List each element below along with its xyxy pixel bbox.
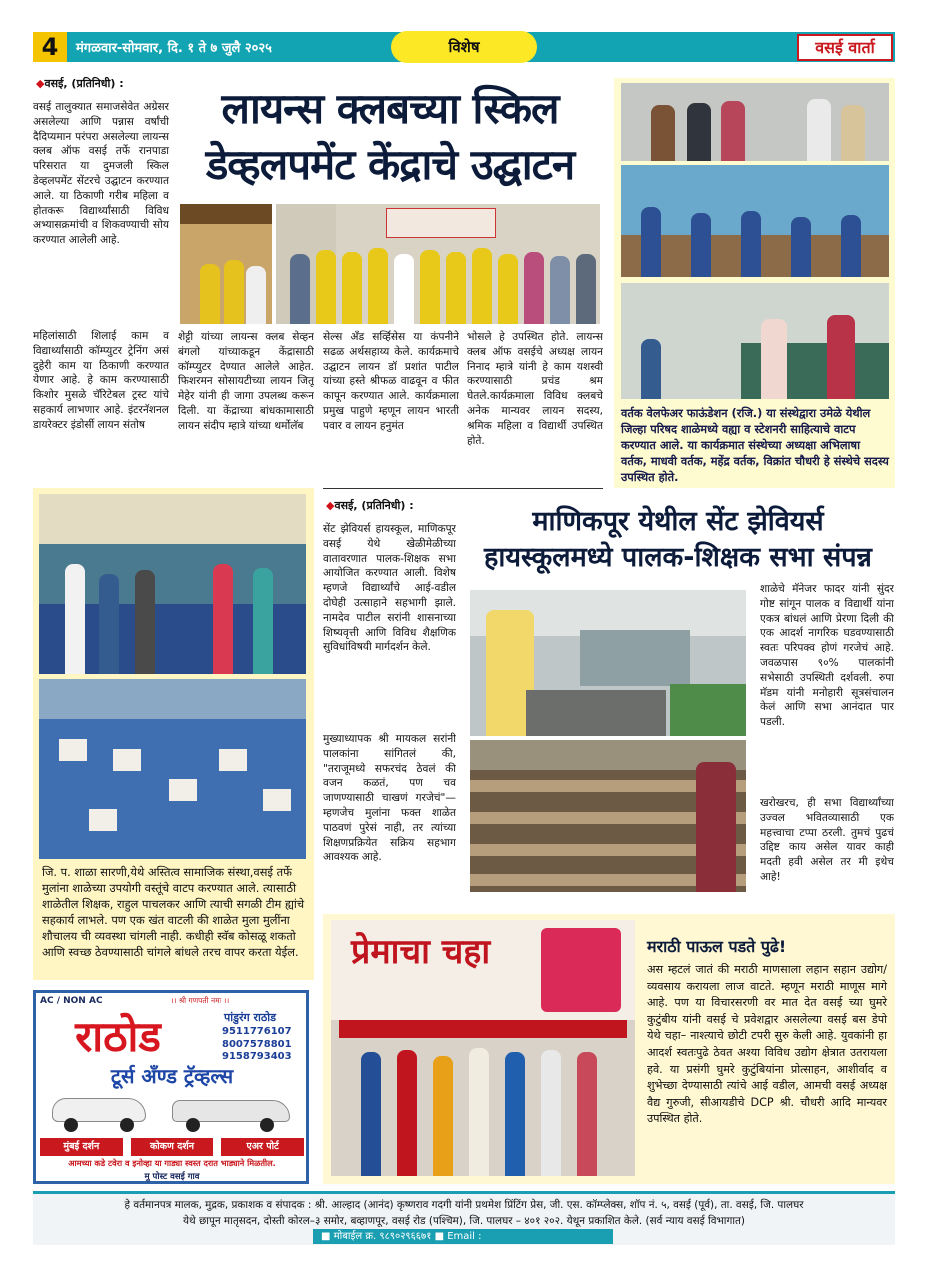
imprint-line-2: येथे छापून मातृसदन, दोस्ती कोरल–३ समोर, बव्हाणपूर, वसई रोड (पश्चिम), जि. पालघर – ४०१ २०२. येथून प्रकाशित केले. (सर्व न्याय वसई विभागात) xyxy=(183,1215,745,1227)
ad-phone[interactable]: 9511776107 xyxy=(222,1026,292,1037)
story1-headline-line2: डेव्हलपमेंट केंद्राचे उद्घाटन xyxy=(205,140,575,189)
photo-pta-speaker xyxy=(470,590,746,736)
ad-tour-mumbai: मुंबई दर्शन xyxy=(40,1138,123,1156)
issue-date: मंगळवार-सोमवार, दि. १ ते ७ जुलै २०२५ xyxy=(76,41,272,56)
ad-buttons xyxy=(40,1138,304,1156)
story2-column-2a: शाळेचे मॅनेजर फादर यांनी सुंदर गोष्ट सांगून पालक व विद्यार्थी यांना एकत्र बांधलं आणि प्रेरणा दिली की एक आदर्श नागरिक घडवण्यासाठी स्वतः परिपक्व होणं गरजेचं आहे. जवळपास ९०% पालकांनी सभेसाठी उपस्थिती दर्शवली. रुपा मॅडम यांनी मनोहारी सूत्रसंचालन केलं आणि सभा आनंदात पार पडली. xyxy=(760,583,894,729)
marathi-body: अस म्हटलं जातं की मराठी माणसाला लहान सहान उद्योग/व्यवसाय करायला लाज वाटते. म्हणून मराठी माणूस मागे आहे. पण या विचारसरणी वर मात देत वसई च्या घुमरे कुटुंबीय यांनी वसई चे प्रवेशद्वार असलेल्या वसई बस डेपो येथे चहा– नाश्त्याचे छोटी टपरी सुरु केली आहे. युवकांनी हा आदर्श स्वतःपुढे ठेवत अश्या विविध उद्योग क्षेत्रात उतरायला हवे. या प्रसंगी घुमरे कुटुंबियांना प्रोत्साहन, आशीर्वाद व शुभेच्छा देण्यासाठी त्यांचे आई वडील, आमची वसई अध्यक्ष वैद्य गुरुजी, सीआयडीचे DCP श्री. चौधरी आदि मान्यवर उपस्थित होते. xyxy=(647,963,887,1126)
story1-headline-line1: लायन्स क्लबच्या स्किल xyxy=(221,84,559,133)
car-image xyxy=(168,1090,296,1132)
photo-lions-group xyxy=(276,204,600,324)
story1-column-1b: महिलांसाठी शिलाई काम व विद्यार्थ्यांसाठी कॉम्प्युटर ट्रेनिंग असं दुहेरी काम या ठिकाणी करण्यात येणार आहे. हे काम करण्यासाठी किशोर मुसळे चॅरिटेबल ट्रस्ट यांचे सहकार्य लाभणार आहे. इंटरनॅशनल डायरेक्टर इंडोर्सी लायन संतोष xyxy=(33,330,169,431)
ad-tour-konkan: कोकण दर्शन xyxy=(131,1138,214,1156)
photo-vartak-group xyxy=(621,83,889,161)
section-label: विशेष xyxy=(391,31,537,63)
photo-pta-audience xyxy=(470,740,746,892)
story2-column-2b: खरोखरच, ही सभा विद्यार्थ्यांच्या उज्वल भवितव्यासाठी एक महत्त्वाचा टप्पा ठरली. तुमचं पुढचं उद्दिष्ट काय असेल यावर काही मदती हवी असेल तर मी इथेच आहे! xyxy=(760,797,894,883)
marathi-headline: मराठी पाऊल पडते पुढे! xyxy=(647,937,787,956)
ad-phone[interactable]: 9158793403 xyxy=(222,1051,292,1062)
story2-dateline: ◆वसई, (प्रतिनिधी) : xyxy=(326,499,414,512)
sarani-caption: जि. प. शाळा सारणी,येथे अस्तित्व सामाजिक संस्था,वसई तर्फे मुलांना शाळेच्या उपयोगी वस्तूंचे वाटप करण्यात आले. त्यासाठी शाळेतील शिक्षक, राहुल पाचलकर आणि त्याची सगळी टीम ह्यांचे सहकार्य लाभले. पण एक खंत वाटली की शाळेत मुला मुलींना शौचालय ची व्यवस्था चांगली नाही. कधीही स्वॅब कोसळू शकतो आणि स्वच्छ ठेवण्यासाठी चांगले बांधले तरच वापर करता येईल. xyxy=(42,865,305,959)
story2-column-1b: मुख्याध्यापक श्री मायकल सरांनी पालकांना सांगितलं की, "तराजूमध्ये सफरचंद ठेवलं की वजन कळतं, पण चव जाणण्यासाठी चाखणं गरजेचं"—म्हणजेच मुलांना फक्त शाळेत पाठवणं पुरेसं नाही, तर त्यांच्या शिक्षणप्रक्रियेत सक्रिय सहभाग आवश्यक आहे. xyxy=(323,733,456,864)
story1-column-4: भोसले हे उपस्थित होते. लायन्स क्लब ऑफ वसईचे अध्यक्ष लायन निनाद म्हात्रे यांनी हे काम यशस्वी करण्यासाठी प्रचंड श्रम घेतले.कार्यक्रमाला विविध क्लबचे अनेक मान्यवर लायन सदस्य, श्रमिक महिला व विद्यार्थी उपस्थित होते. xyxy=(467,331,603,447)
photo-vartak-classroom xyxy=(621,165,889,277)
ad-tagline: ।। श्री गणपती नमः ।। xyxy=(170,996,230,1005)
story1-column-1a: वसई तालुक्यात समाजसेवेत अग्रेसर असलेल्या आणि पन्नास वर्षांची दैदिप्यमान परंपरा असलेल्या लायन्स क्लब ऑफ वसई तर्फे रानपाडा परिसरात या दुमजली स्किल डेव्हलपमेंट सेंटरचे उद्घाटन करण्यात आले. या ठिकाणी गरीब महिला व होतकरू विद्यार्थ्यांसाठी विविध अभ्यासक्रमांची व शिकवण्याची सोय करण्यात आलेली आहे. xyxy=(33,101,169,247)
photo-lions-doorway xyxy=(180,204,272,324)
story1-dateline: ◆वसई, (प्रतिनिधी) : xyxy=(36,77,124,90)
story2-headline-line1: माणिकपूर येथील सेंट झेवियर्स xyxy=(532,506,824,537)
imprint-line-1: हे वर्तमानपत्र मालक, मुद्रक, प्रकाशक व संपादक : श्री. आल्हाद (आनंद) कृष्णराव गदगी यांनी प्रथमेश प्रिंटिंग प्रेस, जी. एस. कॉम्प्लेक्स, शॉप नं. ५, वसई (पूर्व), ता. वसई, जि. पालघर xyxy=(124,1199,804,1211)
story2-headline-line2: हायस्कूलमध्ये पालक-शिक्षक सभा संपन्न xyxy=(484,542,872,573)
tea-shop-sign: प्रेमाचा चहा xyxy=(351,932,491,972)
ad-subtitle: टूर्स अँण्ड ट्रॅव्हल्स xyxy=(110,1064,234,1088)
ad-address: मु पोस्ट वसई गाव xyxy=(144,1172,200,1182)
ad-phone-list xyxy=(222,1026,292,1064)
vartak-caption: वर्तक वेलफेअर फाऊंडेशन (रजि.) या संस्थेद्वारा उमेळे येथील जिल्हा परिषद शाळेमध्ये वह्या व स्टेशनरी साहित्याचे वाटप करण्यात आले. या कार्यक्रमात संस्थेच्या अध्यक्षा अभिलाषा वर्तक, माधवी वर्तक, महेंद्र वर्तक, विक्रांत चौधरी हे संस्थेचे सदस्य उपस्थित होते. xyxy=(621,406,889,484)
story1-column-3: सेल्स अँड सर्व्हिसेस या कंपनीने सढळ अर्थसहाय्य केले. कार्यक्रमाचे उद्घाटन लायन डॉ प्रशांत पाटील यांच्या हस्ते श्रीफळ वाढवून व फीत कापून करण्यात आले. कार्यक्रमाला प्रमुख पाहुणे म्हणून लायन भारती पवार व लायन हनुमंत xyxy=(323,331,459,432)
story2-column-1a: सेंट झेवियर्स हायस्कूल, माणिकपूर वसई येथे खेळीमेळीच्या वातावरणात पालक-शिक्षक सभा आयोजित करण्यात आली. विशेष म्हणजे विद्यार्थ्यांचे आई-वडील दोघेही उत्साहाने सहभागी झाले. नामदेव पाटील सरांनी शासनाच्या शिष्यवृत्ती आणि विविध शैक्षणिक सुविधांविषयी मार्गदर्शन केले. xyxy=(323,523,456,654)
story-divider xyxy=(323,488,603,489)
photo-vartak-distribution xyxy=(621,283,889,399)
ad-phone[interactable]: 8007578801 xyxy=(222,1038,292,1050)
ad-owner: पांडुरंग राठोड xyxy=(224,1011,276,1024)
ad-notice: आमच्या कडे टवेरा व इनोव्हा या गाड्या स्वस्त दरात भाड्याने मिळतील. xyxy=(68,1158,276,1168)
photo-sarani-students xyxy=(39,679,306,859)
masthead-logo: वसई वार्ता xyxy=(797,34,893,61)
photo-sarani-class xyxy=(39,494,306,674)
ad-ac-label: AC / NON AC xyxy=(40,996,103,1006)
photo-tea-stall xyxy=(331,920,635,1176)
car-image xyxy=(46,1090,156,1132)
ad-tour-airport: एअर पोर्ट xyxy=(221,1138,304,1156)
contact-strip: ■ मोबाईल क्र. ९८९०२९६६७१ ■ Email : anandgadagi2011@gmail.com xyxy=(313,1229,613,1244)
ad-brand: राठोड xyxy=(75,1012,161,1061)
story1-column-2: शेट्टी यांच्या लायन्स क्लब सेव्हन बंगलो यांच्याकडून केंद्रासाठी कॉम्प्युटर देण्यात आलेले आहेत. फिशरमन सोसायटीच्या लायन जितू मेहेर यांनी ही जागा उपलब्ध करून दिली. या केंद्राच्या बांधकामासाठी लायन संदीप म्हात्रे यांच्या थर्मोलॅब xyxy=(178,331,314,432)
page-number: 4 xyxy=(33,32,67,62)
